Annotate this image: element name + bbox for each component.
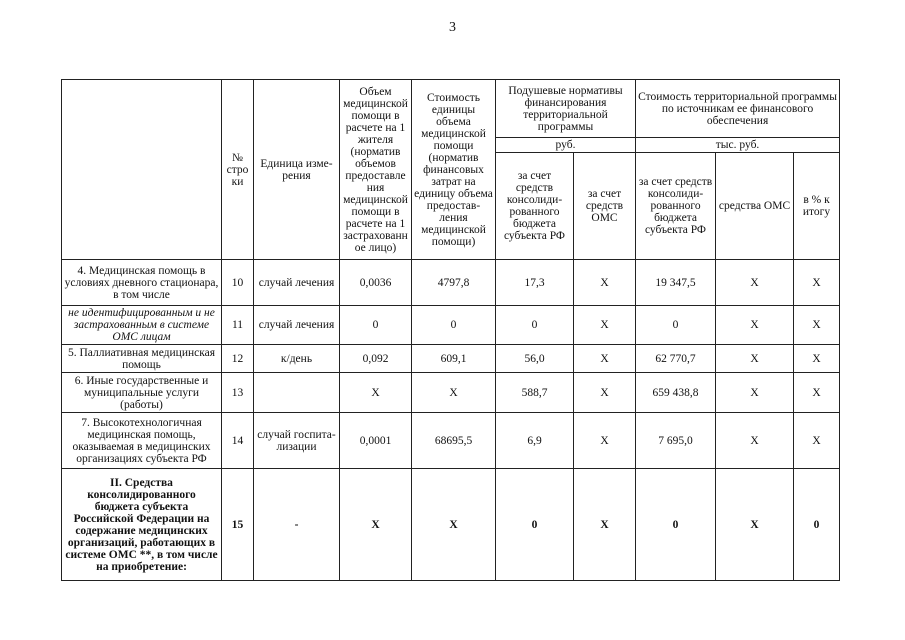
- header-per-capita-unit: руб.: [496, 138, 636, 153]
- row-name: 4. Медицинская помощь в условиях дневного стационара, в том числе: [62, 260, 222, 306]
- table-row: [62, 469, 840, 581]
- row-cost-oms: Х: [716, 260, 794, 306]
- header-cost-percent: в % к итогу: [794, 153, 840, 260]
- row-cost-budget: 659 438,8: [636, 373, 716, 413]
- table-body: [62, 260, 840, 581]
- row-cost-budget: 62 770,7: [636, 345, 716, 373]
- row-per-capita-oms: Х: [574, 469, 636, 581]
- header-row-1: [62, 80, 840, 138]
- row-name: II. Средства консолидированного бюджета субъекта Российской Федерации на содержание медицинских организаций, работающих в системе ОМС **, в том числе на приобретение:: [62, 469, 222, 581]
- row-cost-budget: 0: [636, 306, 716, 345]
- row-cost-percent: Х: [794, 373, 840, 413]
- row-per-capita-budget: 588,7: [496, 373, 574, 413]
- row-name: 7. Высокотехнологичная медицинская помощь, оказываемая в медицинских организациях субъекта РФ: [62, 413, 222, 469]
- row-unit-cost: 0: [412, 306, 496, 345]
- table-row: [62, 413, 840, 469]
- table-row: [62, 306, 840, 345]
- row-per-capita-budget: 6,9: [496, 413, 574, 469]
- header-unit: Единица изме- рения: [254, 80, 340, 260]
- header-per-capita-oms: за счет средств ОМС: [574, 153, 636, 260]
- row-volume: Х: [340, 469, 412, 581]
- row-cost-budget: 19 347,5: [636, 260, 716, 306]
- row-unit: к/день: [254, 345, 340, 373]
- row-cost-percent: Х: [794, 413, 840, 469]
- header-volume: Объем медицинской помощи в расчете на 1 жителя (норматив объемов предоставле ния медицинской помощи в расчете на 1 застрахованн ое лицо): [340, 80, 412, 260]
- row-number: 12: [222, 345, 254, 373]
- row-per-capita-budget: 56,0: [496, 345, 574, 373]
- row-number: 13: [222, 373, 254, 413]
- row-number: 10: [222, 260, 254, 306]
- header-row-number: № стро ки: [222, 80, 254, 260]
- header-cost-budget: за счет средств консолиди- рованного бюджета субъекта РФ: [636, 153, 716, 260]
- row-volume: 0,0001: [340, 413, 412, 469]
- row-number: 14: [222, 413, 254, 469]
- row-per-capita-oms: Х: [574, 373, 636, 413]
- row-name: 5. Паллиативная медицинская помощь: [62, 345, 222, 373]
- row-unit: случай госпита- лизации: [254, 413, 340, 469]
- header-name-cell: [62, 80, 222, 260]
- row-unit: -: [254, 469, 340, 581]
- row-per-capita-budget: 0: [496, 469, 574, 581]
- header-unit-cost: Стоимость единицы объема медицинской помощи (норматив финансовых затрат на единицу объема предостав- ления медицинской помощи): [412, 80, 496, 260]
- row-unit-cost: 68695,5: [412, 413, 496, 469]
- row-per-capita-oms: Х: [574, 306, 636, 345]
- row-per-capita-oms: Х: [574, 413, 636, 469]
- header-cost-oms: средства ОМС: [716, 153, 794, 260]
- row-unit-cost: Х: [412, 373, 496, 413]
- row-unit: случай лечения: [254, 260, 340, 306]
- page-number: 3: [449, 20, 456, 35]
- financing-table: [61, 79, 840, 581]
- row-cost-percent: Х: [794, 260, 840, 306]
- row-number: 15: [222, 469, 254, 581]
- row-cost-percent: Х: [794, 306, 840, 345]
- row-cost-budget: 0: [636, 469, 716, 581]
- row-volume: Х: [340, 373, 412, 413]
- row-cost-percent: Х: [794, 345, 840, 373]
- row-name: 6. Иные государственные и муниципальные услуги (работы): [62, 373, 222, 413]
- row-per-capita-oms: Х: [574, 260, 636, 306]
- row-per-capita-oms: Х: [574, 345, 636, 373]
- row-volume: 0,0036: [340, 260, 412, 306]
- row-cost-oms: Х: [716, 345, 794, 373]
- row-name: не идентифицированным и не застрахованным в системе ОМС лицам: [62, 306, 222, 345]
- table-row: [62, 260, 840, 306]
- row-cost-oms: Х: [716, 306, 794, 345]
- table-row: [62, 345, 840, 373]
- row-number: 11: [222, 306, 254, 345]
- row-unit: [254, 373, 340, 413]
- row-per-capita-budget: 0: [496, 306, 574, 345]
- table-row: [62, 373, 840, 413]
- row-cost-budget: 7 695,0: [636, 413, 716, 469]
- row-per-capita-budget: 17,3: [496, 260, 574, 306]
- row-unit-cost: 4797,8: [412, 260, 496, 306]
- header-per-capita-budget: за счет средств консолиди- рованного бюджета субъекта РФ: [496, 153, 574, 260]
- row-cost-oms: Х: [716, 469, 794, 581]
- header-per-capita: Подушевые нормативы финансирования территориальной программы: [496, 80, 636, 138]
- row-cost-oms: Х: [716, 413, 794, 469]
- row-unit: случай лечения: [254, 306, 340, 345]
- row-volume: 0: [340, 306, 412, 345]
- row-unit-cost: 609,1: [412, 345, 496, 373]
- row-volume: 0,092: [340, 345, 412, 373]
- row-unit-cost: Х: [412, 469, 496, 581]
- header-program-cost: Стоимость территориальной программы по источникам ее финансового обеспечения: [636, 80, 840, 138]
- row-cost-percent: 0: [794, 469, 840, 581]
- row-cost-oms: Х: [716, 373, 794, 413]
- header-program-cost-unit: тыс. руб.: [636, 138, 840, 153]
